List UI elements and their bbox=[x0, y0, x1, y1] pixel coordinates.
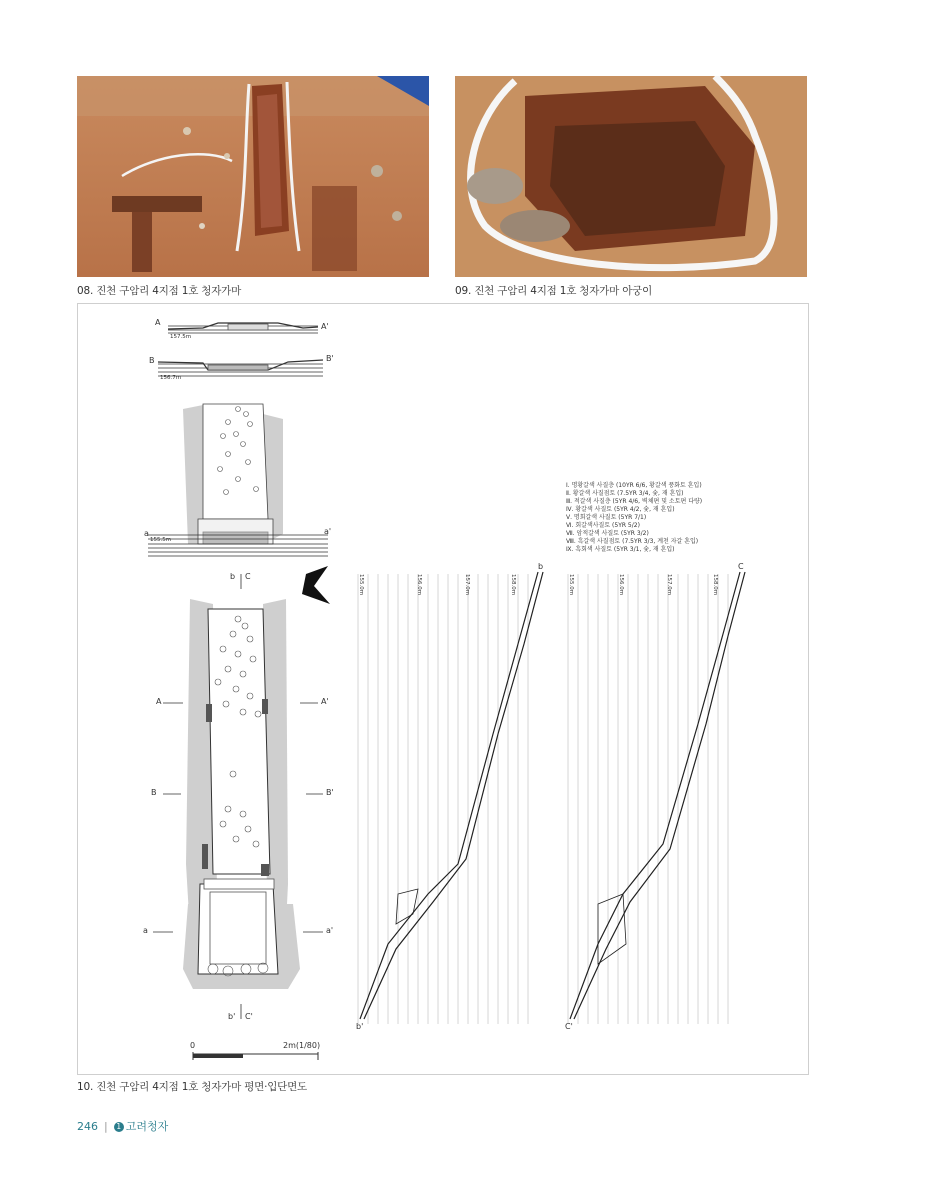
plan-label-a: a bbox=[143, 926, 148, 935]
profile-c-label-bottom: C' bbox=[565, 1022, 573, 1031]
legend-item: Ⅰ. 명황갈색 사질층 (10YR 6/6, 황갈색 풍화토 혼입) bbox=[566, 482, 702, 489]
profile-b-label-top: b bbox=[538, 562, 544, 571]
section-label-a-prime: a' bbox=[324, 527, 332, 536]
plan-label-B-prime: B' bbox=[326, 788, 334, 797]
plan-label-b-bottom: b' bbox=[228, 1012, 236, 1021]
plan-label-C-bottom: C' bbox=[245, 1012, 253, 1021]
kiln-drawing-frame bbox=[77, 303, 809, 1075]
plan-label-A: A bbox=[156, 697, 162, 706]
elevation-a: 155.5m bbox=[150, 537, 172, 543]
profile-b-label-bottom: b' bbox=[356, 1022, 364, 1031]
profile-b-tick-2: 156.0m bbox=[416, 574, 422, 596]
legend-item: Ⅱ. 황갈색 사질점토 (7.5YR 3/4, 숯, 재 혼입) bbox=[566, 490, 684, 497]
legend-item: Ⅸ. 흑회색 사질토 (5YR 3/1, 숯, 재 혼입) bbox=[566, 546, 675, 553]
footer-divider: | bbox=[104, 1120, 108, 1133]
legend-item: Ⅴ. 명회갈색 사질토 (5YR 7/1) bbox=[566, 514, 647, 521]
legend-item: Ⅳ. 황갈색 사질토 (5YR 4/2, 숯, 재 혼입) bbox=[566, 506, 675, 513]
profile-c-tick-4: 158.0m bbox=[712, 574, 718, 596]
drawing-caption: 10. 진천 구암리 4지점 1호 청자가마 평면·입단면도 bbox=[77, 1081, 307, 1093]
legend-item: Ⅶ. 암적갈색 사질토 (5YR 3/2) bbox=[566, 530, 649, 537]
section-label-B-prime: B' bbox=[326, 354, 334, 363]
section-label-a: a bbox=[144, 529, 149, 538]
plan-upper bbox=[148, 404, 328, 556]
profile-b-tick-3: 157.0m bbox=[464, 574, 470, 596]
profile-c bbox=[568, 574, 728, 1024]
elevation-A: 157.5m bbox=[170, 334, 192, 340]
photo-caption-09: 09. 진천 구암리 4지점 1호 청자가마 아궁이 bbox=[455, 285, 653, 297]
scale-zero: 0 bbox=[190, 1041, 196, 1050]
soil-layer-legend bbox=[566, 482, 702, 554]
profile-c-tick-1: 155.0m bbox=[568, 574, 574, 596]
plan-label-B: B bbox=[151, 788, 157, 797]
photo-caption-08: 08. 진천 구암리 4지점 1호 청자가마 bbox=[77, 285, 242, 297]
section-title: 고려청자 bbox=[125, 1120, 169, 1133]
section-a bbox=[168, 323, 318, 333]
plan-label-A-prime: A' bbox=[321, 697, 329, 706]
north-arrow-icon bbox=[302, 566, 330, 604]
section-label-A: A bbox=[155, 318, 161, 327]
elevation-B: 156.7m bbox=[160, 375, 182, 381]
profile-b-tick-1: 155.0m bbox=[358, 574, 364, 596]
profile-c-label-top: C bbox=[738, 562, 744, 571]
plan-label-C-top: C bbox=[245, 572, 251, 581]
plan-label-a-prime: a' bbox=[326, 926, 334, 935]
section-label-B: B bbox=[149, 356, 155, 365]
legend-item: Ⅵ. 회갈색사질토 (5YR 5/2) bbox=[566, 522, 640, 529]
profile-c-tick-2: 156.0m bbox=[618, 574, 624, 596]
scale-bar bbox=[193, 1052, 318, 1060]
legend-item: Ⅲ. 적갈색 사질층 (5YR 4/6, 벽체편 및 소토편 다량) bbox=[566, 498, 703, 505]
photo-kiln-firebox bbox=[455, 76, 807, 277]
section-b bbox=[158, 360, 323, 376]
profile-b-tick-4: 158.0m bbox=[510, 574, 516, 596]
page-number: 246 bbox=[77, 1120, 98, 1133]
photo-kiln-site bbox=[77, 76, 429, 277]
plan-main bbox=[183, 599, 300, 989]
profile-c-tick-3: 157.0m bbox=[666, 574, 672, 596]
plan-label-b-top: b bbox=[230, 572, 236, 581]
legend-item: Ⅷ. 흑갈색 사질점토 (7.5YR 3/3, 계천 자갈 혼입) bbox=[566, 538, 699, 545]
section-number-badge: 1 bbox=[114, 1122, 124, 1132]
section-label-A-prime: A' bbox=[321, 322, 329, 331]
scale-end: 2m(1/80) bbox=[283, 1041, 321, 1050]
page-footer bbox=[77, 1118, 168, 1134]
